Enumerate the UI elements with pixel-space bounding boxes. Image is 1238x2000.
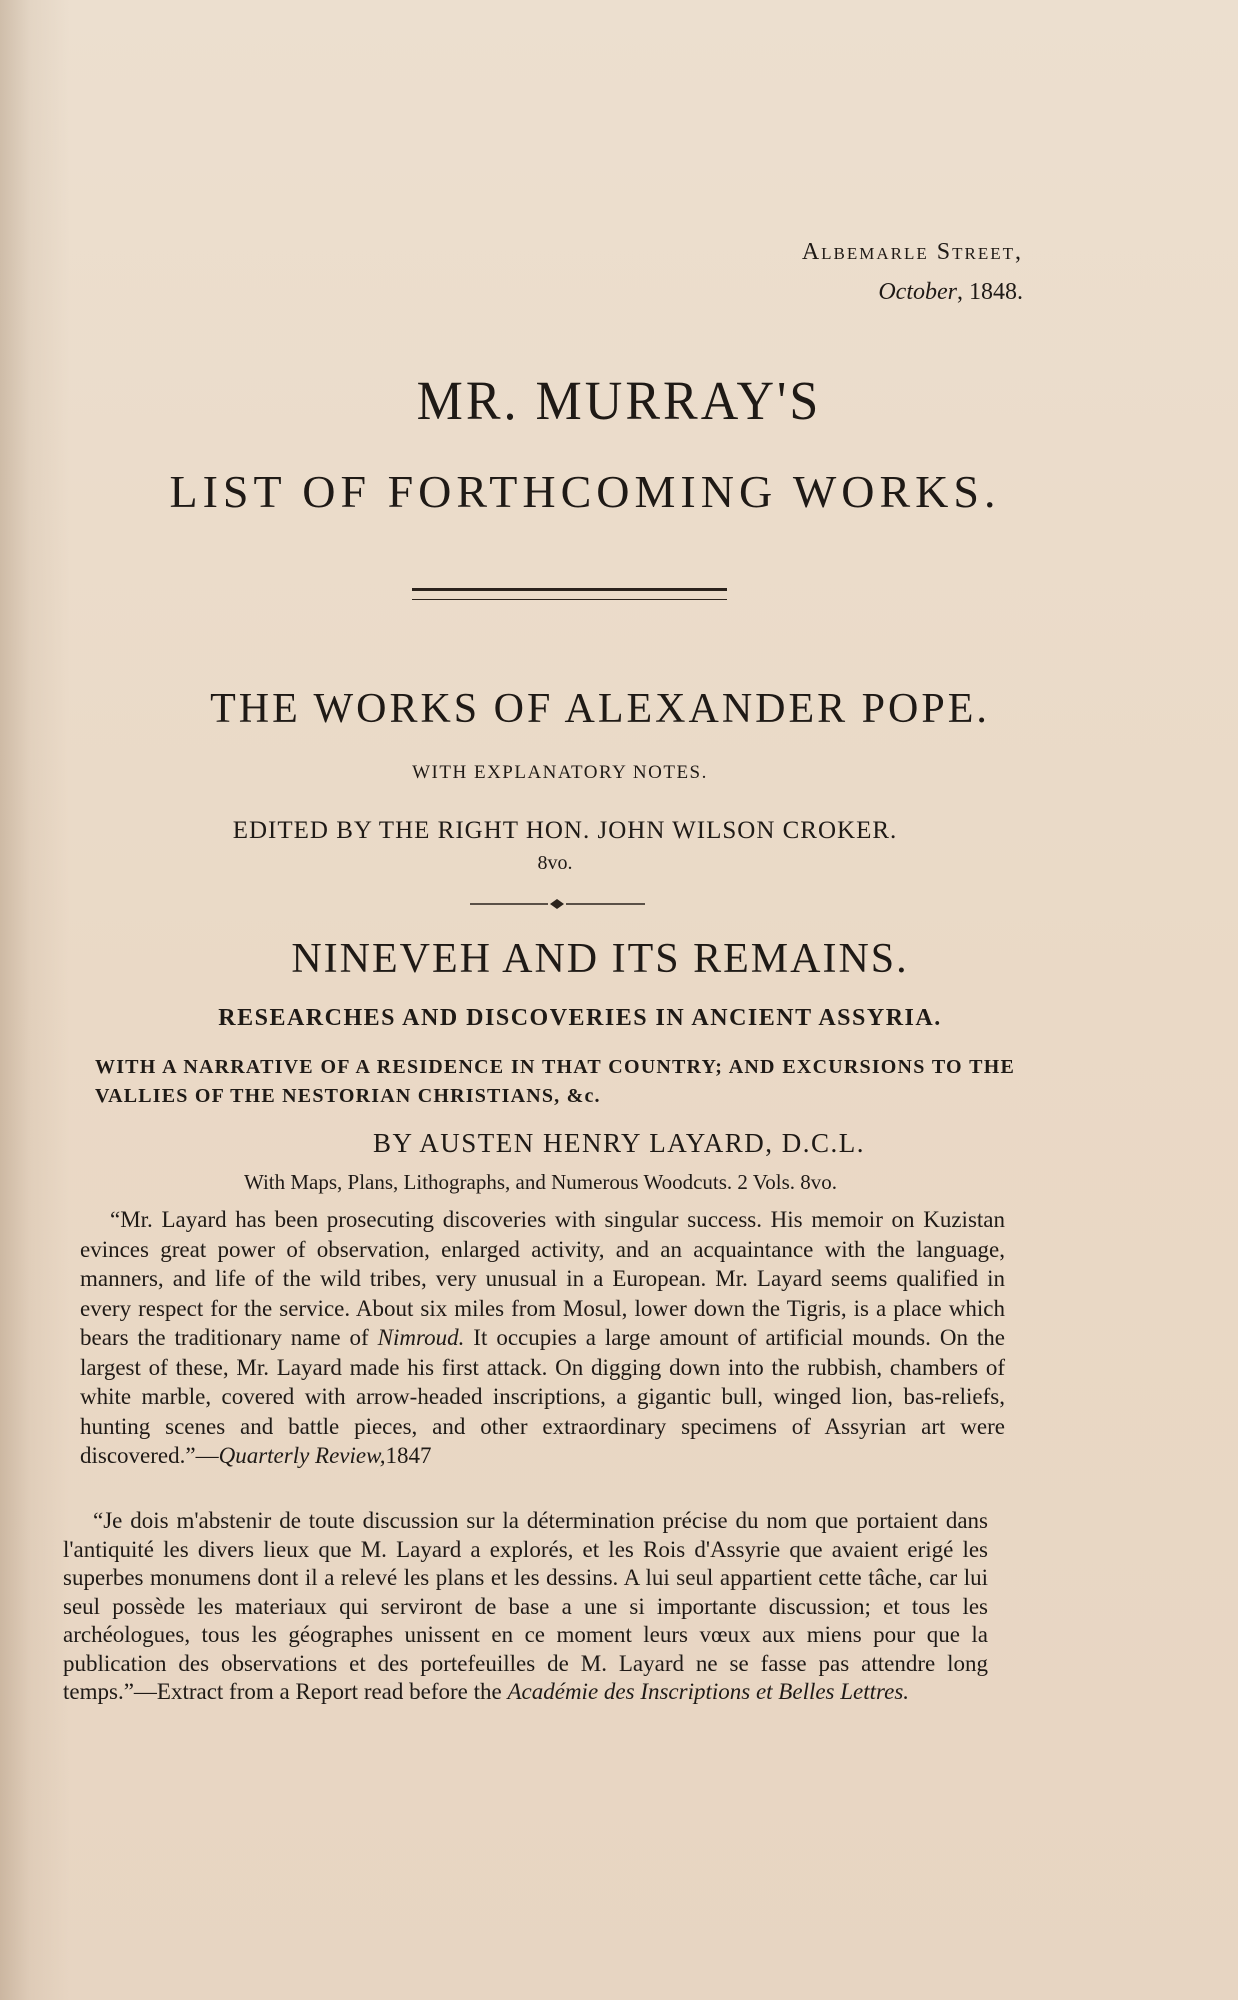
entry-nineveh-author: BY AUSTEN HENRY LAYARD, D.C.L.	[372, 1128, 866, 1158]
entry-nineveh-illustrations: With Maps, Plans, Lithographs, and Numerous Woodcuts. 2 Vols. 8vo.	[243, 1170, 838, 1194]
entry-nineveh-narrative: WITH A NARRATIVE OF A RESIDENCE IN THAT COUNTRY; AND EXCURSIONS TO THE VALLIES OF THE NESTORIAN CHRISTIANS, &c.	[95, 1056, 1015, 1107]
review-text-part2: It occupies a large amount of artificial mounds. On the largest of these, Mr. Layard made his first attack. On digging down into the rubbish, chambers of white marble, covered with arrow-headed inscriptions, a gigantic bull, winged lion, bas-reliefs, hunting scenes and battle pieces, and other extraordinary specimens of Assyrian art were discovered.”—	[80, 1325, 1005, 1468]
entry-pope-editor: EDITED BY THE RIGHT HON. JOHN WILSON CROKER.	[232, 817, 898, 844]
entry-pope-subtitle: WITH EXPLANATORY NOTES.	[412, 762, 708, 783]
entry-nineveh-subtitle: RESEARCHES AND DISCOVERIES IN ANCIENT ASSYRIA.	[218, 1005, 942, 1031]
page-subtitle: LIST OF FORTHCOMING WORKS.	[169, 466, 1001, 517]
french-source: Académie des Inscriptions et Belles Lettres.	[507, 1679, 910, 1704]
review-place-name: Nimroud.	[377, 1325, 465, 1350]
review-text-part1: “Mr. Layard has been prosecuting discoveries with singular success. His memoir on Kuzistan evinces great power of observation, enlarged activity, and an acquaintance with the language, manners, and life of the wild tribes, very unusual in a European. Mr. Layard seems qualified in every respect for the service. About six miles from Mosul, lower down the Tigris, is a place which bears the traditionary name of	[80, 1207, 1005, 1350]
diamond-rule-divider	[470, 898, 645, 910]
address-date	[802, 272, 1023, 312]
entry-nineveh-title: NINEVEH AND ITS REMAINS.	[291, 936, 909, 982]
review-source: Quarterly Review,	[218, 1443, 386, 1468]
address-street: Albemarle Street,	[801, 239, 1023, 265]
address-block	[802, 232, 1023, 312]
double-rule-divider	[412, 588, 727, 600]
review-quote	[80, 1205, 1005, 1471]
review-year: 1847	[385, 1443, 432, 1468]
french-report-quote	[63, 1507, 988, 1707]
entry-pope-format: 8vo.	[537, 852, 573, 874]
address-year: , 1848.	[957, 279, 1023, 305]
french-text: “Je dois m'abstenir de toute discussion sur la détermination précise du nom que portaient dans l'antiquité les divers lieux que M. Layard a explorés, et les Rois d'Assyrie que avaient erigé les superbes monumens dont il a relevé les plans et les dessins. A lui seul appartient cette tâche, car lui seul possède les materiaux qui serviront de base a une si importante discussion; et tous les archéologues, tous les géographes unissent en ce moment leurs vœux aux miens pour que la publication des observations et des portefeuilles de M. Layard ne se fasse pas attendre long temps.”—Extract from a Report read before the	[63, 1508, 988, 1704]
address-month: October	[878, 279, 957, 305]
show-through-text	[390, 40, 398, 74]
page-title: MR. MURRAY'S	[416, 371, 822, 432]
entry-pope-title: THE WORKS OF ALEXANDER POPE.	[210, 686, 990, 732]
